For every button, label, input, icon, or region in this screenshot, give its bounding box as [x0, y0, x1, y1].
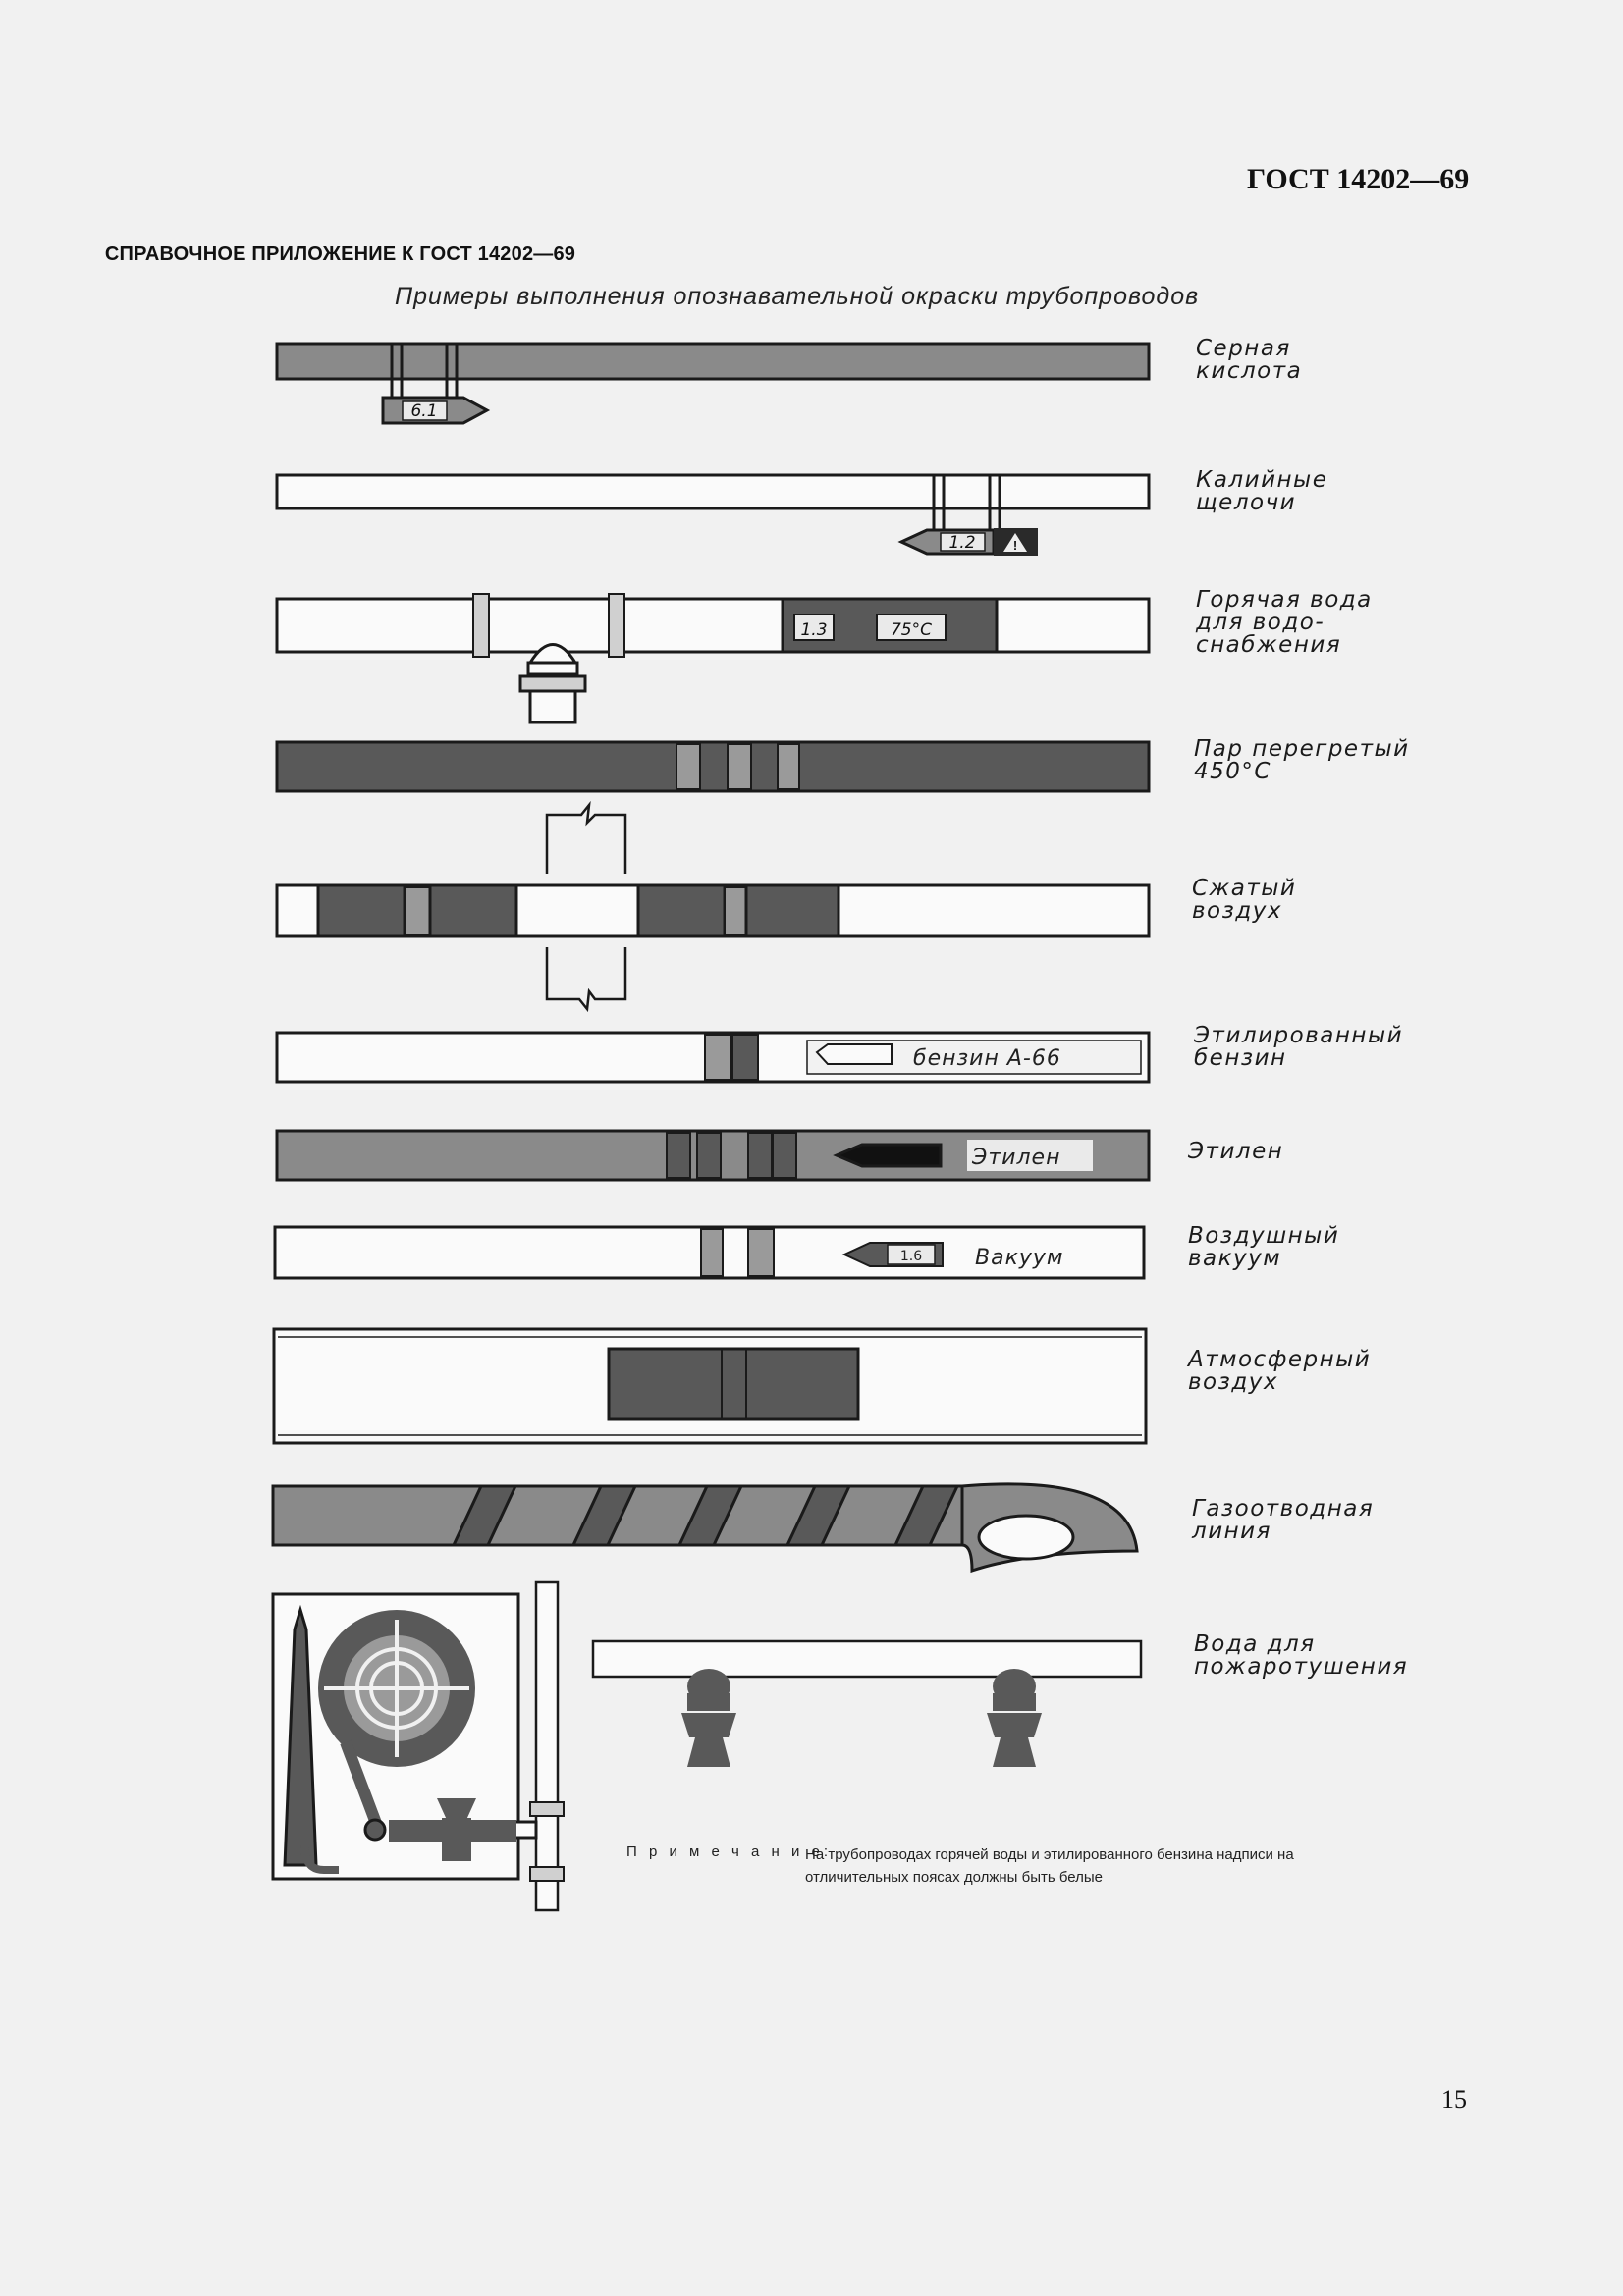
inscription-air-vacuum: Вакуум	[975, 1246, 1064, 1270]
pipe-superheated-steam	[277, 742, 1149, 791]
hydrant-right	[987, 1669, 1042, 1767]
pipe-compressed-air	[277, 805, 1149, 1009]
pipe-sulfuric-acid	[277, 344, 1149, 423]
label-compressed-air: Сжатый воздух	[1192, 876, 1297, 924]
hydrant-left	[681, 1669, 736, 1767]
pipe-ethylene	[277, 1131, 1149, 1180]
pipe-hot-water	[277, 594, 1149, 722]
label-sulfuric-acid: Серная кислота	[1196, 336, 1303, 384]
standard-number: ГОСТ 14202—69	[1247, 163, 1470, 195]
pipe-air-vacuum	[275, 1227, 1144, 1278]
label-air-vacuum: Воздушный вакуум	[1188, 1223, 1340, 1271]
tag-sulfuric-acid: 6.1	[410, 401, 438, 421]
figure-subtitle: Примеры выполнения опознавательной окраски трубопроводов	[395, 283, 1200, 310]
label-leaded-gasoline: Этилированный бензин	[1194, 1023, 1404, 1071]
note-text: На трубопроводах горячей воды и этилированного бензина надписи на отличительных поясах должны быть белые	[805, 1846, 1294, 1886]
appendix-title: СПРАВОЧНОЕ ПРИЛОЖЕНИЕ К ГОСТ 14202—69	[104, 243, 576, 265]
pipe-leaded-gasoline	[277, 1033, 1149, 1082]
label-hot-water: Горячая вода для водо- снабжения	[1196, 587, 1373, 658]
pipe-atmospheric-air	[274, 1329, 1146, 1443]
inscription-leaded-gasoline: бензин А-66	[913, 1046, 1061, 1071]
inscription-ethylene: Этилен	[972, 1146, 1061, 1170]
label-potassium-alkali: Калийные щелочи	[1196, 467, 1328, 515]
label-atmospheric-air: Атмосферный воздух	[1188, 1347, 1372, 1395]
tag-potassium-alkali: 1.2	[948, 533, 976, 553]
svg-text:!: !	[1012, 538, 1018, 553]
label-superheated-steam: Пар перегретый 450°С	[1194, 736, 1410, 784]
tag-hot-water: 1.3	[800, 620, 828, 640]
tag-air-vacuum: 1.6	[899, 1249, 923, 1264]
note-heading: П р и м е ч а н и е:	[626, 1843, 832, 1860]
label-gas-vent: Газоотводная линия	[1192, 1496, 1375, 1544]
temperature-hot-water: 75°С	[890, 620, 933, 640]
page-number: 15	[1441, 2085, 1467, 2113]
label-fire-water: Вода для пожаротушения	[1194, 1631, 1409, 1680]
pipe-potassium-alkali	[277, 475, 1149, 556]
label-ethylene: Этилен	[1188, 1139, 1284, 1164]
pipe-gas-vent	[273, 1484, 1137, 1571]
